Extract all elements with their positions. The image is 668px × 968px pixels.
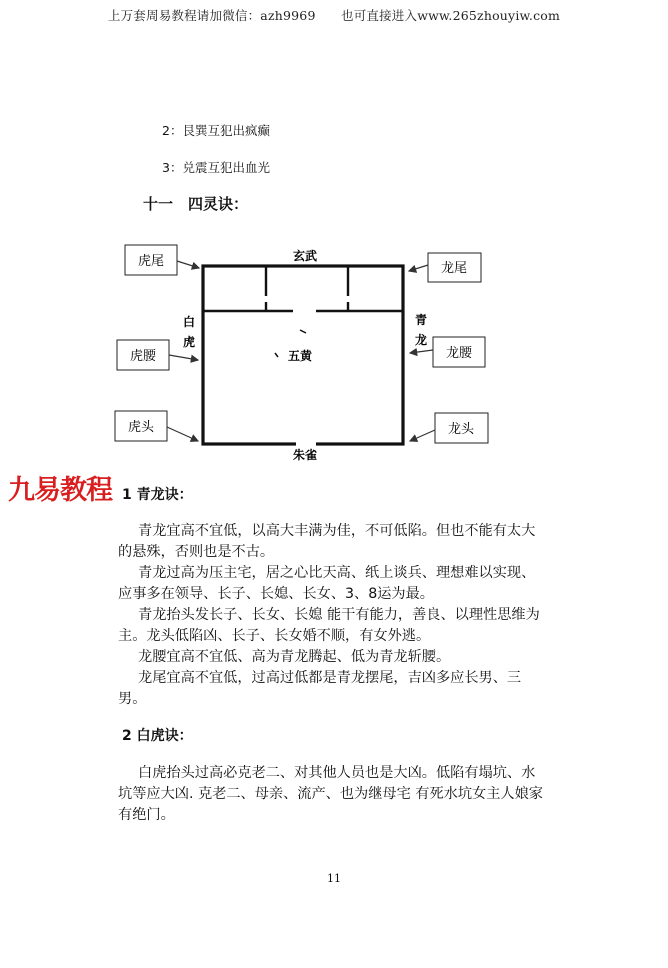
arrow-icon	[177, 261, 199, 268]
section-title: 十一 四灵诀：	[143, 195, 249, 213]
paragraph: 龙尾宜高不宜低，过高过低都是青龙摆尾，吉凶多应长男、三男。	[118, 670, 522, 707]
front-door	[296, 440, 316, 448]
right-side-label-1: 青	[414, 313, 428, 327]
dragon-waist-label: 龙腰	[445, 346, 473, 361]
paragraph: 青龙宜高不宜低，以高大丰满为佳，不可低陷。但也不能有太大的悬殊，否则也是不古。	[118, 523, 536, 560]
arrow-icon	[409, 265, 428, 271]
tiger-head-box	[115, 411, 167, 441]
bottom-label: 朱雀	[292, 448, 318, 462]
watermark-logo: 九易教程	[8, 475, 112, 506]
top-label: 玄武	[292, 249, 318, 263]
baihu-text	[118, 763, 548, 826]
page-number: 11	[327, 872, 341, 885]
baihu-title: 2 白虎诀：	[122, 728, 193, 744]
left-side-label-2: 虎	[182, 335, 196, 349]
list-item: 2：艮巽互犯出疯癫	[162, 123, 270, 138]
arrow-icon	[169, 355, 198, 360]
tiger-head-label: 虎头	[127, 420, 155, 435]
arrow-icon	[410, 350, 433, 353]
dragon-waist-box	[433, 337, 485, 367]
tiger-tail-box	[125, 245, 177, 275]
paragraph: 青龙抬头发长子、长女、长媳 能干有能力，善良、以理性思维为主。龙头低陷凶、长子、长女婚不顺，有女外逃。	[118, 607, 540, 644]
right-side-label-2: 龙	[414, 333, 428, 347]
paragraph: 龙腰宜高不宜低、高为青龙腾起、低为青龙斩腰。	[138, 649, 451, 665]
arrow-icon	[167, 427, 198, 441]
tiger-waist-box	[117, 340, 169, 370]
paragraph: 白虎抬头过高必克老二、对其他人员也是大凶。低陷有塌坑、水坑等应大凶. 克老二、母亲、流产、也为继母宅 有死水坑女主人娘家有绝门。	[118, 765, 543, 823]
dragon-tail-box	[428, 253, 481, 282]
tiger-tail-label: 虎尾	[137, 254, 165, 269]
arrow-icon	[410, 430, 435, 441]
dragon-head-label: 龙头	[447, 422, 475, 437]
left-side-label-1: 白	[182, 315, 196, 329]
list-item: 3：兑震互犯出血光	[162, 160, 270, 175]
center-label: 五黄	[287, 349, 313, 363]
paragraph: 青龙过高为压主宅，居之心比天高、纸上谈兵、理想难以实现、应事多在领导、长子、长媳、长女、3、8运为最。	[118, 565, 536, 602]
tiger-waist-label: 虎腰	[129, 349, 157, 364]
dragon-head-box	[435, 413, 488, 443]
dragon-tail-label: 龙尾	[440, 261, 468, 276]
page-header: 上万套周易教程请加微信：azh9969 也可直接进入www.265zhouyiw.com	[107, 8, 561, 23]
qinglong-text	[118, 521, 548, 710]
qinglong-title: 1 青龙诀：	[122, 487, 193, 503]
